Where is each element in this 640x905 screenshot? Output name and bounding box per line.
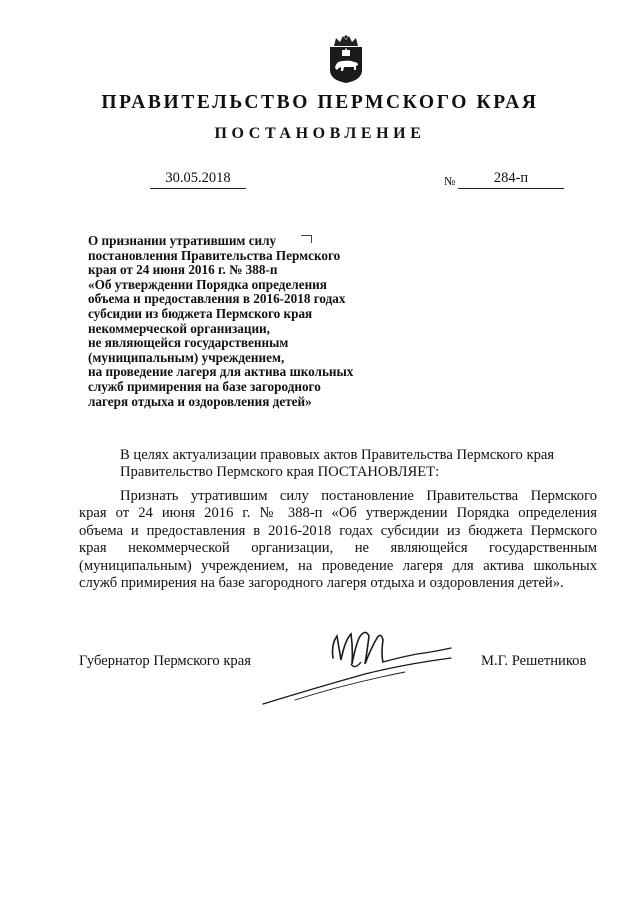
decree-line: края от 24 июня 2016 г. № 388-п «Об утверждении Порядка определения: [79, 505, 597, 522]
document-number: 284-п: [458, 170, 564, 189]
subject-line: (муниципальным) учреждением,: [88, 349, 285, 365]
subject-line: служб примирения на базе загородного: [88, 378, 321, 394]
signatory-position: Губернатор Пермского края: [79, 653, 251, 669]
handwritten-signature-icon: [255, 618, 455, 708]
subject-line: лагеря отдыха и оздоровления детей»: [88, 393, 312, 409]
subject-line: не являющейся государственным: [88, 335, 289, 351]
government-title: ПРАВИТЕЛЬСТВО ПЕРМСКОГО КРАЯ: [101, 92, 539, 113]
decree-paragraph: [79, 488, 597, 592]
document-subject: [88, 234, 388, 409]
decree-line: (муниципальным) учреждением, на проведение лагеря для актива школьных: [79, 557, 597, 574]
decree-line: объема и предоставления в 2016-2018 годах субсидии из бюджета Пермского: [79, 522, 597, 539]
subject-line: некоммерческой организации,: [88, 320, 270, 336]
subject-line: на проведение лагеря для актива школьных: [88, 364, 354, 380]
decree-line: служб примирения на базе загородного лагеря отдыха и оздоровления детей».: [79, 575, 564, 592]
subject-line: «Об утверждении Порядка определения: [88, 276, 327, 292]
intro-line: В целях актуализации правовых актов Правительства Пермского края: [120, 447, 555, 463]
subject-line: субсидии из бюджета Пермского края: [88, 305, 313, 321]
intro-line: Правительство Пермского края ПОСТАНОВЛЯЕТ:: [120, 464, 440, 481]
intro-paragraph: [79, 447, 597, 482]
subject-line: О признании утратившим силу: [88, 233, 277, 248]
decree-line: Признать утратившим силу постановление Правительства Пермского: [120, 488, 597, 504]
document-type: ПОСТАНОВЛЕНИЕ: [214, 125, 426, 142]
subject-line: объема и предоставления в 2016-2018 годах: [88, 291, 346, 307]
subject-line: края от 24 июня 2016 г. № 388-п: [88, 262, 278, 278]
signatory-name: М.Г. Решетников: [481, 653, 587, 669]
number-label: №: [444, 174, 456, 188]
subject-line: постановления Правительства Пермского: [88, 247, 341, 263]
document-date: 30.05.2018: [150, 170, 246, 189]
perm-krai-coat-of-arms-icon: [324, 34, 368, 84]
decree-line: края некоммерческой организации, не являющейся государственным: [79, 540, 597, 557]
